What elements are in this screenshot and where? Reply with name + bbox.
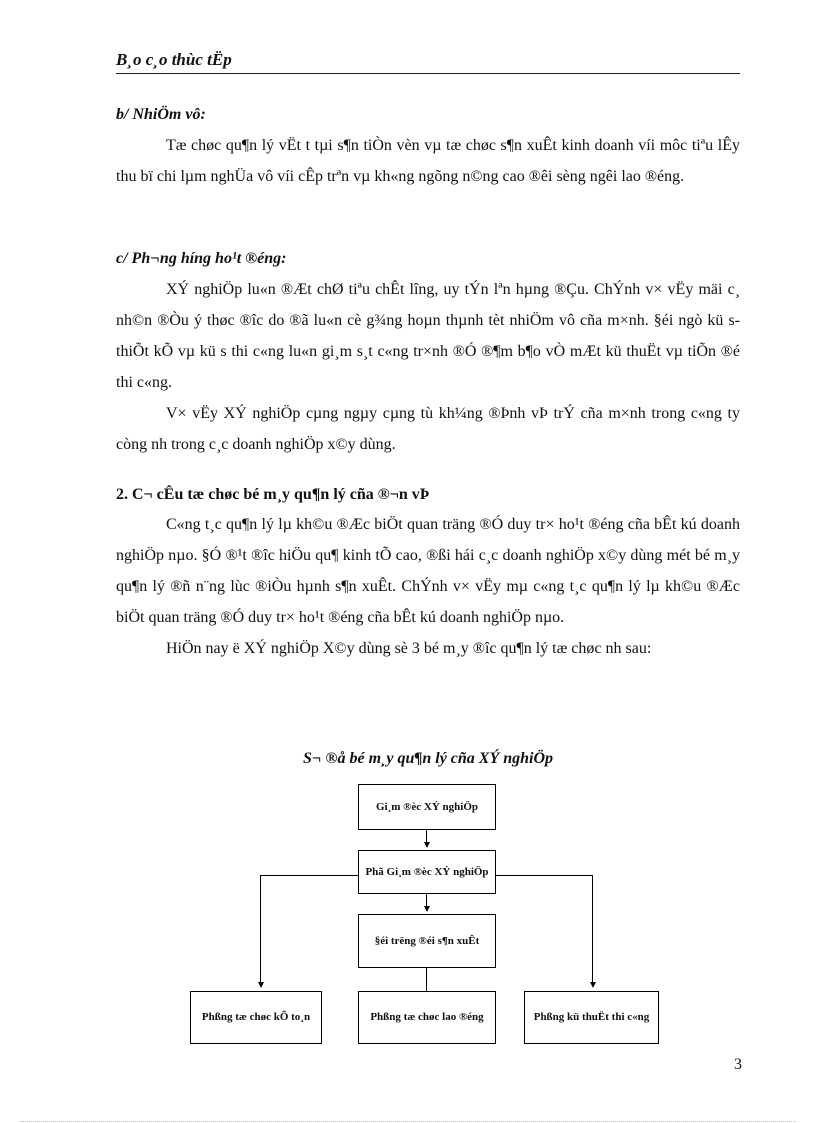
section-b-paragraph: Tæ chøc qu¶n lý vËt t tµi s¶n tiÒn vèn vµ tæ chøc s¶n xuÊt kinh doanh víi môc tiªu lÊy thu bï chi lµm nghÜa vô víi cÊp trªn vµ kh«ng ngõng n©ng cao ®êi sèng ngêi lao ®éng. xyxy=(116,137,740,185)
arrow-down-icon xyxy=(424,906,430,912)
box-accounting: Phßng tæ chøc kÕ to¸n xyxy=(190,991,322,1044)
footer-divider xyxy=(20,1121,796,1122)
connector-deputy-left xyxy=(260,875,358,876)
connector-deputy-right xyxy=(496,875,593,876)
section-b-title: b/ NhiÖm vô: xyxy=(116,106,206,123)
connector-right-down xyxy=(592,875,593,983)
arrow-down-icon xyxy=(590,982,596,988)
box-teams: §éi trëng ®éi s¶n xuÊt xyxy=(358,914,496,968)
box-director: Gi¸m ®èc XÝ nghiÖp xyxy=(358,784,496,830)
page-number: 3 xyxy=(734,1056,742,1073)
section-c xyxy=(116,250,740,460)
section-2-paragraph-1: C«ng t¸c qu¶n lý lµ kh©u ®Æc biÖt quan träng ®Ó duy tr× ho¹t ®éng cña bÊt kú doanh nghiÖp nµo. §Ó ®¹t ®îc hiÖu qu¶ kinh tÕ cao, ®ßi hái c¸c doanh nghiÖp x©y dùng mét bé m¸y qu¶n lý ®ñ n¨ng lùc ®iÒu hµnh s¶n xuÊt. ChÝnh v× vËy mµ c«ng t¸c qu¶n lý lµ kh©u ®Æc biÖt quan träng ®Ó duy tr× ho¹t ®éng cña bÊt kú doanh nghiÖp nµo. xyxy=(116,516,740,626)
section-2 xyxy=(116,486,740,664)
box-technical: Phßng kü thuËt thi c«ng xyxy=(524,991,659,1044)
connector-left-down xyxy=(260,875,261,983)
section-c-title: c/ Ph¬ng híng ho¹t ®éng: xyxy=(116,250,287,267)
page-header xyxy=(116,50,740,74)
section-2-paragraph-2: HiÖn nay ë XÝ nghiÖp X©y dùng sè 3 bé m¸y ®îc qu¶n lý tæ chøc nh sau: xyxy=(166,640,652,657)
arrow-down-icon xyxy=(424,842,430,848)
section-b xyxy=(116,106,740,192)
connector-teams-labor xyxy=(426,968,427,992)
section-c-paragraph-2: V× vËy XÝ nghiÖp cµng ngµy cµng tù kh¼ng ®Þnh vÞ trÝ cña m×nh trong c«ng ty còng nh trong c¸c doanh nghiÖp x©y dùng. xyxy=(116,405,740,453)
box-deputy: Phã Gi¸m ®èc XÝ nghiÖp xyxy=(358,850,496,894)
diagram-title: S¬ ®å bé m¸y qu¶n lý cña XÝ nghiÖp xyxy=(302,750,554,767)
box-labor: Phßng tæ chøc lao ®éng xyxy=(358,991,496,1044)
section-c-paragraph-1: XÝ nghiÖp lu«n ®Æt chØ tiªu chÊt lîng, uy tÝn lªn hµng ®Çu. ChÝnh v× vËy mäi c¸ nh©n ®Òu ý thøc ®îc do ®ã lu«n cè g¾ng hoµn thµnh tèt nhiÖm vô cña m×nh. §éi ngò kü s thiÕt kÕ vµ kü s thi c«ng lu«n gi¸m s¸t c«ng tr×nh ®Ó ®¶m b¶o vÒ mÆt kü thuËt vµ tiÕn ®é thi c«ng. xyxy=(116,281,740,391)
arrow-down-icon xyxy=(258,982,264,988)
header-title: B¸o c¸o thùc tËp xyxy=(116,50,232,69)
section-2-title: 2. C¬ cÊu tæ chøc bé m¸y qu¶n lý cña ®¬n vÞ xyxy=(116,486,430,503)
